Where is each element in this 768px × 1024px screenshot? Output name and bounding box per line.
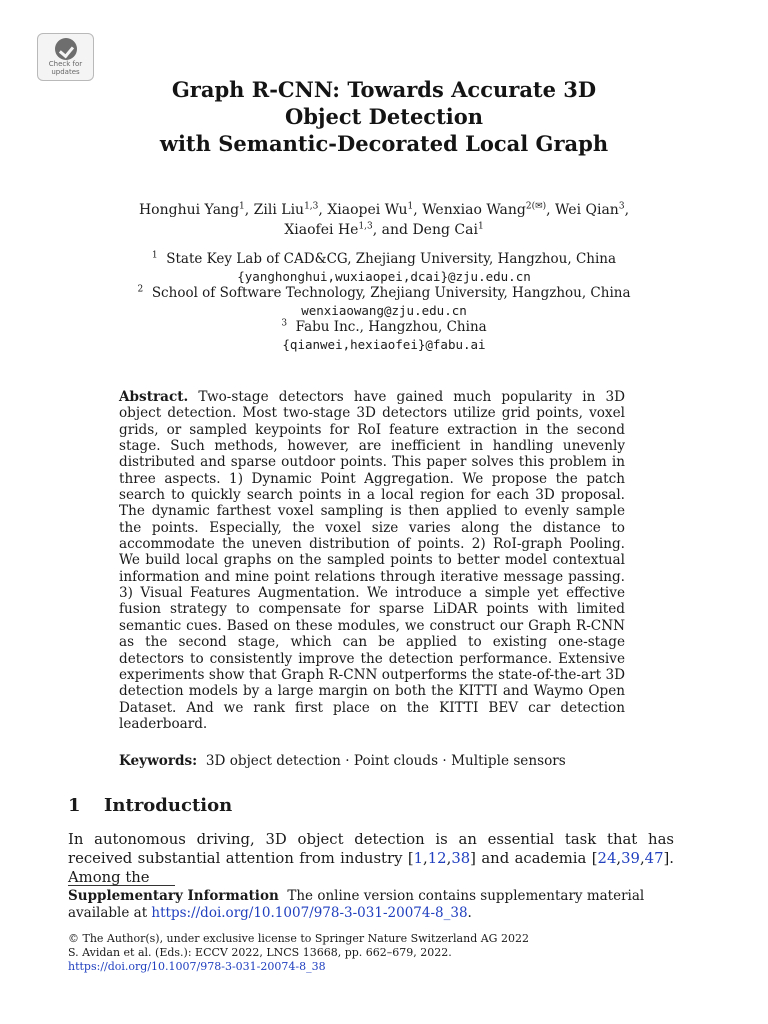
author-name: Wenxiao Wang bbox=[422, 202, 526, 218]
author-affil-sup: 1,3 bbox=[358, 221, 373, 232]
badge-line-1: Check for bbox=[48, 60, 83, 68]
author-list: Honghui Yang$^1$, Zili Liu$^{1,3}$, Xiaopei Wu$^1$, Wenxiao Wang$^{2(✉)}$, Wei Qian$^3$, Xiaofei He$^{1,3}$, and Deng Cai$^1$ bbox=[138, 201, 630, 238]
title-line-3: with Semantic-Decorated Local Graph bbox=[159, 131, 609, 156]
title-line-1: Graph R-CNN: Towards Accurate 3D bbox=[171, 77, 597, 102]
page-footer bbox=[68, 932, 674, 974]
intro-paragraph: In autonomous driving, 3D object detection is an essential task that has received substantial attention from industry [1,12,38] and academia [24,39,47]. Among the bbox=[68, 831, 674, 886]
supplementary-info bbox=[68, 888, 674, 922]
abstract-label: Abstract. bbox=[119, 389, 189, 405]
section-title: Introduction bbox=[104, 795, 233, 816]
affiliation-3 bbox=[0, 319, 768, 336]
affiliations bbox=[0, 251, 768, 353]
intro-text: In autonomous driving, 3D object detection is an essential task that has received substantial attention from industry [ bbox=[68, 831, 674, 867]
author-name: Zili Liu bbox=[253, 202, 305, 218]
author-affil-sup: 1 bbox=[239, 201, 245, 212]
supplementary-end: . bbox=[467, 905, 472, 921]
author-affil-sup: 1,3 bbox=[304, 201, 319, 212]
supplementary-label: Supplementary Information bbox=[68, 888, 279, 904]
keyword: Point clouds bbox=[353, 753, 439, 769]
affil-email[interactable]: {qianwei,hexiaofei}@fabu.ai bbox=[282, 337, 486, 352]
keyword-separator: · bbox=[442, 753, 447, 769]
check-for-updates-badge[interactable] bbox=[37, 33, 94, 81]
affil-email[interactable]: wenxiaowang@zju.edu.cn bbox=[301, 303, 467, 318]
citation-link[interactable]: 39 bbox=[621, 850, 640, 867]
author-name: Deng Cai bbox=[412, 222, 478, 238]
affiliation-1 bbox=[0, 251, 768, 268]
title-line-2: Object Detection bbox=[284, 104, 484, 129]
citation-link[interactable]: 24 bbox=[597, 850, 617, 867]
affil-num: 3 bbox=[281, 318, 288, 329]
doi-link[interactable]: https://doi.org/10.1007/978-3-031-20074-8_38 bbox=[68, 960, 326, 973]
affil-name: School of Software Technology, Zhejiang University, Hangzhou, China bbox=[151, 285, 631, 301]
keyword: Multiple sensors bbox=[451, 753, 566, 769]
citation-link[interactable]: 12 bbox=[427, 850, 447, 867]
footnote-divider bbox=[68, 885, 175, 886]
author-name: Xiaofei He bbox=[284, 222, 359, 238]
affil-name: State Key Lab of CAD&CG, Zhejiang University, Hangzhou, China bbox=[166, 251, 617, 267]
badge-line-2: updates bbox=[51, 68, 80, 76]
check-updates-icon bbox=[55, 38, 77, 60]
affiliation-2 bbox=[0, 285, 768, 302]
citation-link[interactable]: 47 bbox=[644, 850, 664, 867]
author-affil-sup: 1 bbox=[477, 221, 484, 232]
supplementary-text: The online version contains supplementary material available at bbox=[68, 888, 645, 921]
keywords bbox=[119, 752, 639, 770]
author-affil-sup: 1 bbox=[407, 201, 414, 212]
author-name: Wei Qian bbox=[555, 202, 619, 218]
intro-text: ] and academia [ bbox=[470, 850, 598, 867]
section-heading bbox=[68, 795, 232, 817]
citation-link[interactable]: 1 bbox=[413, 850, 424, 867]
citation-line: S. Avidan et al. (Eds.): ECCV 2022, LNCS 13668, pp. 662–679, 2022. bbox=[68, 946, 452, 959]
author-affil-sup: 2(✉) bbox=[525, 201, 547, 212]
affil-num: 1 bbox=[151, 250, 158, 261]
intro-text: ]. Among the bbox=[68, 850, 674, 886]
paper-title bbox=[0, 76, 768, 157]
author-affil-sup: 3 bbox=[618, 201, 625, 212]
keyword: 3D object detection bbox=[205, 753, 341, 769]
citation-link[interactable]: 38 bbox=[451, 850, 471, 867]
supplementary-link[interactable]: https://doi.org/10.1007/978-3-031-20074-8_38 bbox=[151, 905, 468, 921]
affil-num: 2 bbox=[137, 284, 144, 295]
copyright-line: © The Author(s), under exclusive license to Springer Nature Switzerland AG 2022 bbox=[68, 932, 529, 945]
section-number: 1 bbox=[68, 795, 81, 816]
keywords-label: Keywords: bbox=[119, 753, 198, 769]
affil-name: Fabu Inc., Hangzhou, China bbox=[295, 319, 487, 335]
author-conjunction: and bbox=[381, 222, 408, 238]
abstract bbox=[119, 389, 625, 732]
author-name: Honghui Yang bbox=[138, 202, 240, 218]
abstract-text: Two-stage detectors have gained much popularity in 3D object detection. Most two-stage 3D detectors utilize grid points, voxel grids, or sampled keypoints for RoI feature extraction in the second stage. Such methods, however, are inefficient in handling unevenly distributed and sparse outdoor points. This paper solves this problem in three aspects. 1) Dynamic Point Aggregation. We propose the patch search to quickly search points in a local region for each 3D proposal. The dynamic farthest voxel sampling is then applied to evenly sample the points. Especially, the voxel size varies along the distance to accommodate the uneven distribution of points. 2) RoI-graph Pooling. We build local graphs on the sampled points to better model contextual information and mine point relations through iterative message passing. 3) Visual Features Augmentation. We introduce a simple yet effective fusion strategy to compensate for sparse LiDAR points with limited semantic cues. Based on these modules, we construct our Graph R-CNN as the second stage, which can be applied to existing one-stage detectors to consistently improve the detection performance. Extensive experiments show that Graph R-CNN outperforms the state-of-the-art 3D detection models by a large margin on both the KITTI and Waymo Open Dataset. And we rank first place on the KITTI BEV car detection leaderboard. bbox=[119, 389, 625, 732]
affil-email[interactable]: {yanghonghui,wuxiaopei,dcai}@zju.edu.cn bbox=[237, 269, 531, 284]
keyword-separator: · bbox=[345, 753, 350, 769]
author-name: Xiaopei Wu bbox=[327, 202, 408, 218]
